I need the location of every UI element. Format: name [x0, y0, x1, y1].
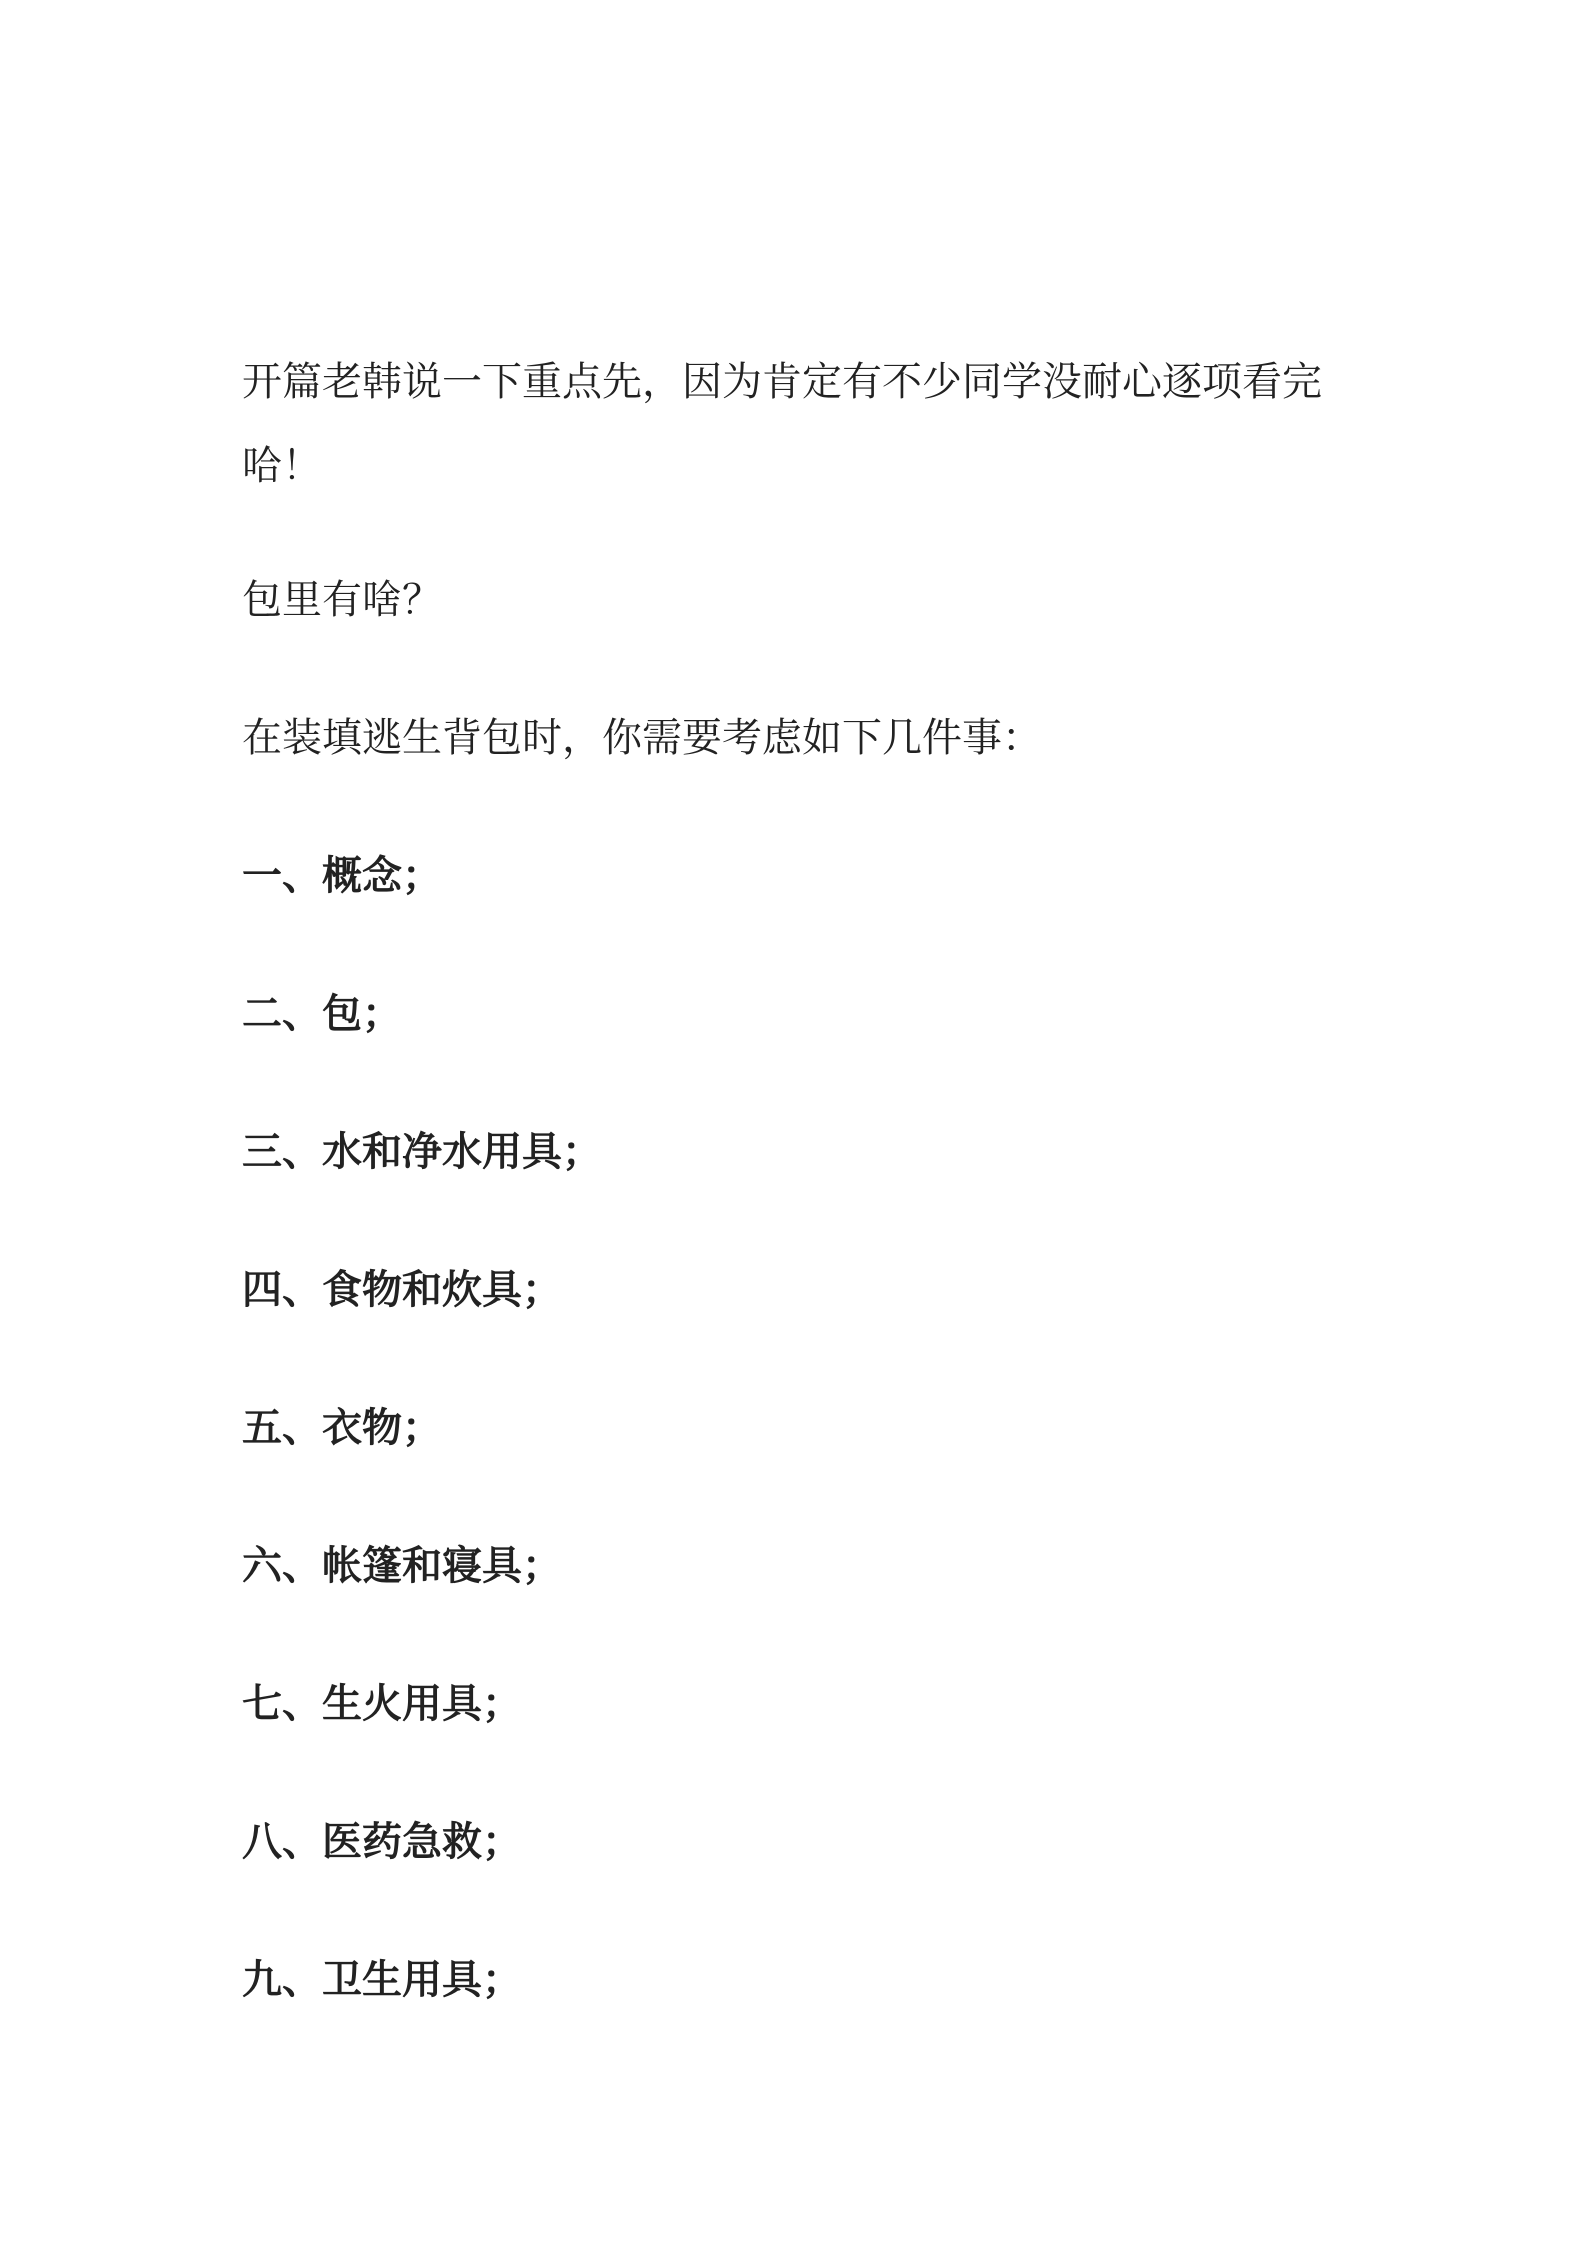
intro-paragraph: 开篇老韩说一下重点先，因为肯定有不少同学没耐心逐项看完哈！: [242, 359, 1322, 489]
list-item: 二、包；: [242, 991, 402, 1037]
list-item: 四、食物和炊具；: [242, 1267, 562, 1313]
question-paragraph: 包里有啥？: [242, 577, 442, 623]
document-body: [242, 340, 1352, 2076]
list-item: 七、生火用具；: [242, 1681, 522, 1727]
list-item: 一、概念；: [242, 853, 442, 899]
checklist: [242, 834, 1352, 2022]
list-item: 五、衣物；: [242, 1405, 442, 1451]
list-item: 三、水和净水用具；: [242, 1129, 602, 1175]
list-item: 九、卫生用具；: [242, 1957, 522, 2003]
list-item: 六、帐篷和寝具；: [242, 1543, 562, 1589]
lead-paragraph: 在装填逃生背包时，你需要考虑如下几件事：: [242, 715, 1042, 761]
list-item: 八、医药急救；: [242, 1819, 522, 1865]
